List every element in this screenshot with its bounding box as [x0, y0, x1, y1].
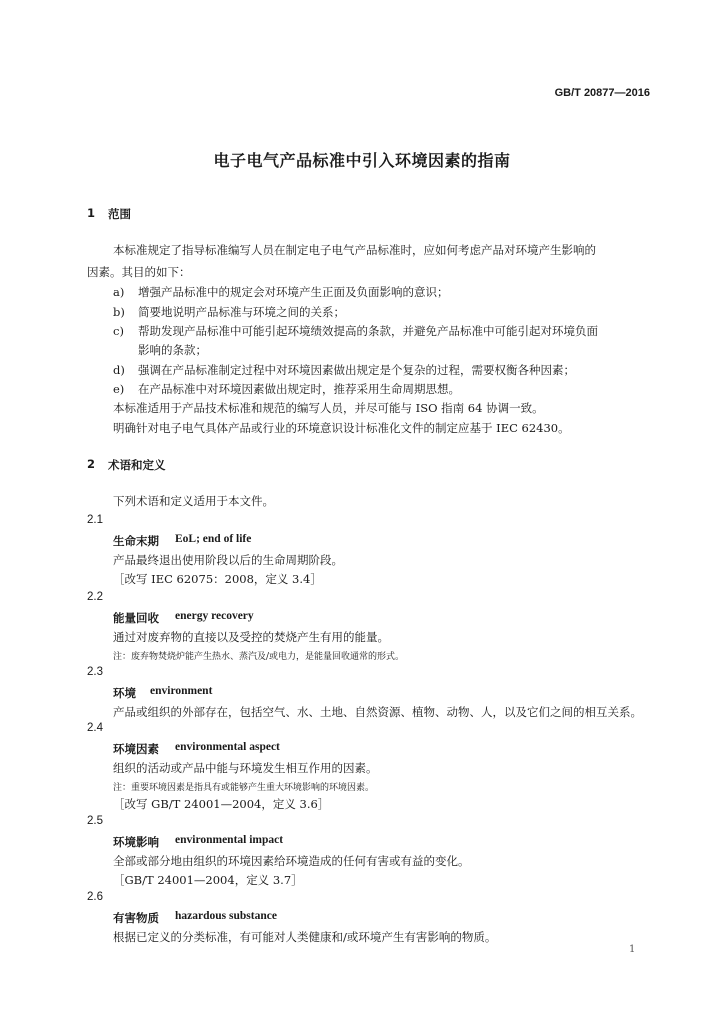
list-item-a: 增强产品标准中的规定会对环境产生正面及负面影响的意识； [138, 285, 449, 299]
standard-number: GB/T 20877—2016 [554, 87, 650, 99]
document-title: 电子电气产品标准中引入环境因素的指南 [213, 151, 511, 170]
term-definition: 根据已定义的分类标准，有可能对人类健康和/或环境产生有害影响的物质。 [113, 930, 497, 944]
term-number: 2.4 [87, 722, 103, 734]
list-marker-a: a) [113, 285, 125, 299]
list-marker-e: e) [113, 382, 125, 396]
term-en: environment [150, 685, 213, 697]
list-marker-d: d) [113, 363, 125, 377]
list-item-d: 强调在产品标准制定过程中对环境因素做出规定是个复杂的过程，需要权衡各种因素； [138, 363, 575, 377]
section-1-number: 1 [87, 206, 96, 220]
term-source: ［改写 GB/T 24001—2004，定义 3.6］ [113, 797, 330, 811]
term-zh: 环境因素 [113, 742, 159, 756]
term-number: 2.5 [87, 815, 103, 827]
term-zh: 有害物质 [113, 911, 159, 925]
scope-intro-line-2: 因素。其目的如下： [87, 265, 191, 279]
scope-applicability: 本标准适用于产品技术标准和规范的编写人员，并尽可能与 ISO 指南 64 协调一致。 [113, 401, 544, 415]
scope-iec-reference: 明确针对电子电气具体产品或行业的环境意识设计标准化文件的制定应基于 IEC 62430。 [113, 421, 570, 435]
term-definition: 全部或部分地由组织的环境因素给环境造成的任何有害或有益的变化。 [113, 854, 470, 868]
section-1-heading: 范围 [108, 207, 131, 221]
term-note: 注：重要环境因素是指具有或能够产生重大环境影响的环境因素。 [113, 783, 375, 793]
section-2-number: 2 [87, 457, 96, 471]
page-number: 1 [629, 944, 636, 955]
term-zh: 环境影响 [113, 835, 159, 849]
term-en: hazardous substance [175, 910, 277, 922]
term-en: environmental aspect [175, 741, 280, 753]
term-number: 2.1 [87, 514, 103, 526]
term-source: ［改写 IEC 62075：2008，定义 3.4］ [113, 572, 322, 586]
list-marker-c: c) [113, 324, 124, 338]
term-definition: 组织的活动或产品中能与环境发生相互作用的因素。 [113, 761, 378, 775]
term-number: 2.3 [87, 666, 103, 678]
terms-intro: 下列术语和定义适用于本文件。 [113, 494, 274, 508]
term-zh: 环境 [113, 686, 136, 700]
list-marker-b: b) [113, 305, 125, 319]
term-en: environmental impact [175, 834, 284, 846]
term-definition: 产品或组织的外部存在，包括空气、水、土地、自然资源、植物、动物、人，以及它们之间的相互关系。 [113, 705, 642, 719]
list-item-c-continued: 影响的条款； [138, 343, 207, 357]
term-number: 2.2 [87, 591, 103, 603]
list-item-b: 简要地说明产品标准与环境之间的关系； [138, 305, 345, 319]
term-source: ［GB/T 24001—2004，定义 3.7］ [113, 873, 303, 887]
term-number: 2.6 [87, 891, 103, 903]
term-definition: 通过对废弃物的直接以及受控的焚烧产生有用的能量。 [113, 630, 389, 644]
term-zh: 生命末期 [113, 534, 159, 548]
term-en: EoL; end of life [175, 533, 252, 545]
term-definition: 产品最终退出使用阶段以后的生命周期阶段。 [113, 553, 343, 567]
term-zh: 能量回收 [113, 611, 159, 625]
list-item-e: 在产品标准中对环境因素做出规定时，推荐采用生命周期思想。 [138, 382, 460, 396]
section-2-heading: 术语和定义 [108, 458, 166, 472]
list-item-c: 帮助发现产品标准中可能引起环境绩效提高的条款，并避免产品标准中可能引起对环境负面 [138, 324, 598, 338]
term-en: energy recovery [175, 610, 254, 622]
scope-intro-line-1: 本标准规定了指导标准编写人员在制定电子电气产品标准时，应如何考虑产品对环境产生影响的 [113, 243, 596, 257]
term-note: 注：废弃物焚烧炉能产生热水、蒸汽及/或电力，是能量回收通常的形式。 [113, 652, 405, 662]
